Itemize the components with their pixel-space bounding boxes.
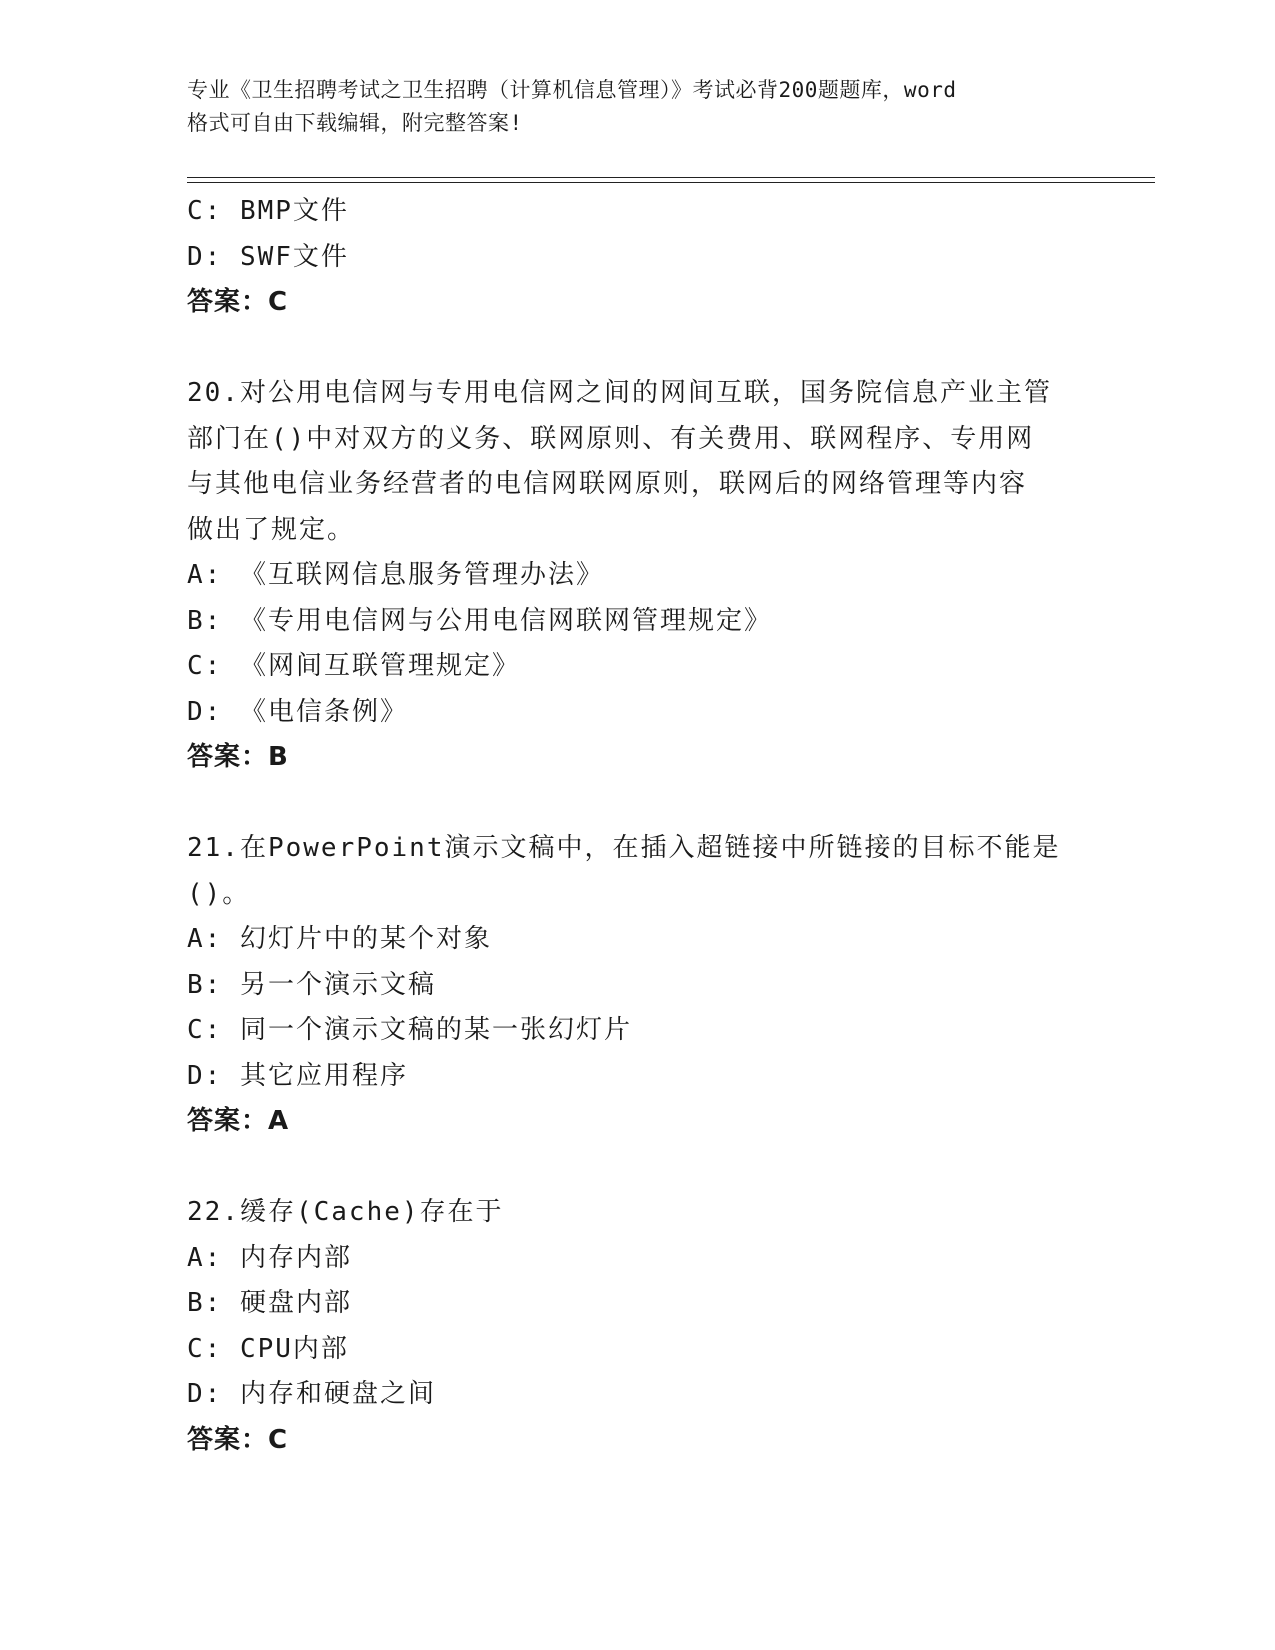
question-text-line: ()。 [187,878,251,909]
spacer [187,781,1087,827]
question-22 [187,1190,1087,1463]
document-header [187,74,1087,140]
question-text-line: 部门在()中对双方的义务、联网原则、有关费用、联网程序、专用网 [187,423,1035,454]
question-text-line: 做出了规定。 [187,514,356,545]
question-text-line: 21.在PowerPoint演示文稿中，在插入超链接中所链接的目标不能是 [187,833,1061,863]
header-divider-bottom [187,182,1155,183]
option-c: C: BMP文件 [187,196,349,226]
option-c: C: CPU内部 [187,1333,349,1364]
question-20 [187,371,1087,781]
document-body [187,189,1087,1463]
option-b: B: 《专用电信网与公用电信网联网管理规定》 [187,605,772,636]
question-text-line: 22.缓存(Cache)存在于 [187,1197,504,1227]
option-b: B: 另一个演示文稿 [187,969,436,1000]
question-text-line: 20.对公用电信网与专用电信网之间的网间互联，国务院信息产业主管 [187,378,1052,408]
option-b: B: 硬盘内部 [187,1288,352,1318]
option-d: D: SWF文件 [187,241,349,272]
option-c: C: 《网间互联管理规定》 [187,651,520,681]
option-d: D: 其它应用程序 [187,1060,408,1091]
spacer [187,1145,1087,1191]
question-text-line: 与其他电信业务经营者的电信网联网原则，联网后的网络管理等内容 [187,469,1028,499]
question-21 [187,826,1087,1145]
answer-label: 答案：C [187,287,289,317]
answer-label: 答案：C [187,1424,289,1455]
option-a: A: 幻灯片中的某个对象 [187,924,492,954]
option-d: D: 《电信条例》 [187,696,408,727]
option-d: D: 内存和硬盘之间 [187,1379,436,1409]
option-a: A: 内存内部 [187,1242,352,1273]
answer-label: 答案：B [187,742,289,772]
question-19-tail [187,189,1087,326]
header-divider-top [187,177,1155,178]
header-line-1: 专业《卫生招聘考试之卫生招聘（计算机信息管理）》考试必背200题题库，word [187,78,957,102]
spacer [187,326,1087,372]
header-line-2: 格式可自由下载编辑，附完整答案! [187,111,523,135]
option-c: C: 同一个演示文稿的某一张幻灯片 [187,1015,632,1045]
answer-label: 答案：A [187,1106,290,1136]
option-a: A: 《互联网信息服务管理办法》 [187,560,604,590]
